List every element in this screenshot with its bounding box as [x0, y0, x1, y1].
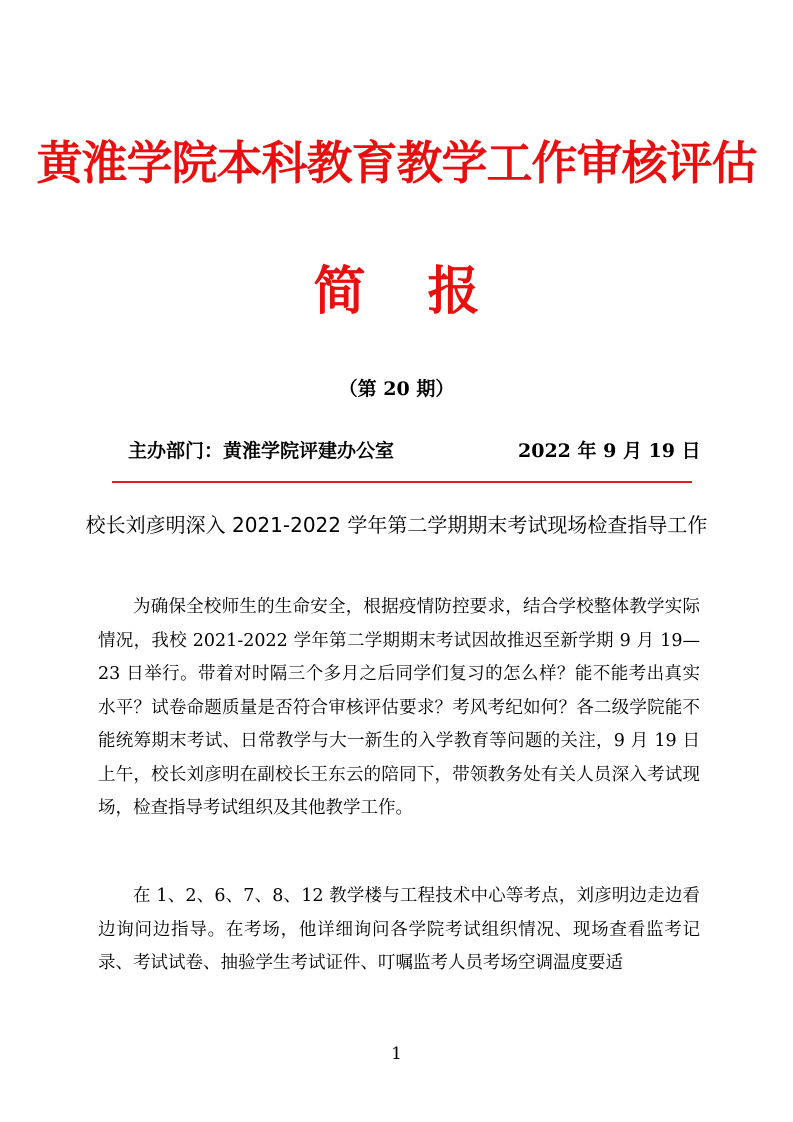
- page-number: 1: [391, 1044, 402, 1064]
- article-headline: 校长刘彦明深入 2021-2022 学年第二学期期末考试现场检查指导工作: [85, 513, 708, 537]
- article-paragraph-2: 在 1、2、6、7、8、12 教学楼与工程技术中心等考点，刘彦明边走边看边询问边指导。在考场，他详细询问各学院考试组织情况、现场查看监考记录、考试试卷、抽验学生考试证件、叮嘱监考人员考场空调温度要适: [98, 886, 700, 973]
- article-paragraph-1: 为确保全校师生的生命安全，根据疫情防控要求，结合学校整体教学实际情况，我校 2021-2022 学年第二学期期末考试因故推迟至新学期 9 月 19—23 日举行。带着对时隔三个多月之后同学们复习的怎么样？能不能考出真实水平？试卷命题质量是否符合审核评估要求？考风考纪如何？各二级学院能不能统筹期末考试、日常教学与大一新生的入学教育等问题的关注，9 月 19 日上午，校长刘彦明在副校长王东云的陪同下，带领教务处有关人员深入考试现场，检查指导考试组织及其他教学工作。: [98, 597, 700, 818]
- host-department: 主办部门：黄淮学院评建办公室: [128, 440, 395, 462]
- subtitle-char-jian: 简: [313, 262, 366, 322]
- header-divider: [112, 481, 692, 483]
- report-title: 黄淮学院本科教育教学工作审核评估: [36, 136, 757, 190]
- subtitle-char-bao: 报: [427, 262, 480, 322]
- publish-date: 2022 年 9 月 19 日: [518, 440, 701, 462]
- report-subtitle: [0, 260, 793, 324]
- issue-number: （第 20 期）: [338, 378, 455, 400]
